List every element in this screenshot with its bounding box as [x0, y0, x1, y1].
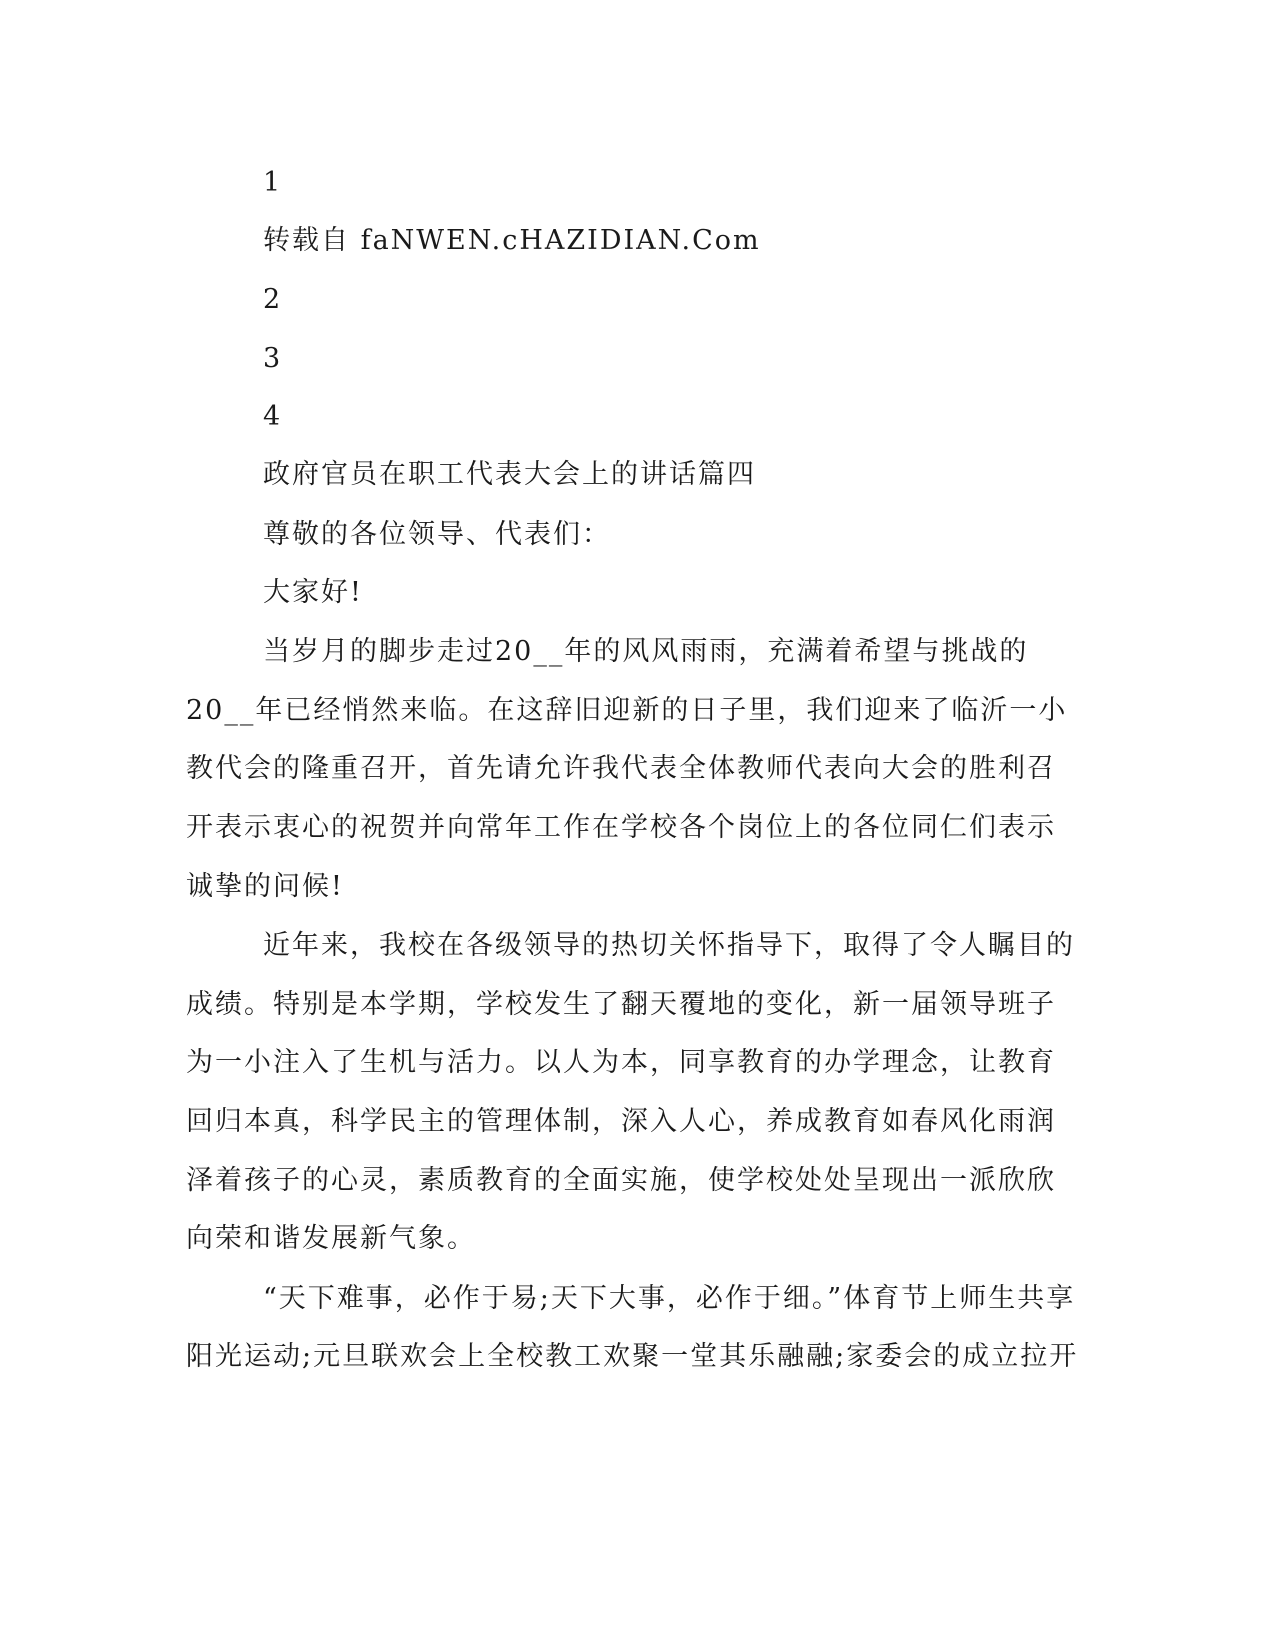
paragraph-2-line-6: 向荣和谐发展新气象。: [186, 1223, 476, 1254]
paragraph-1-line-1: 当岁月的脚步走过20__年的风风雨雨，充满着希望与挑战的: [263, 636, 1029, 667]
paragraph-3-line-1: “天下难事，必作于易;天下大事，必作于细。”体育节上师生共享: [263, 1283, 1076, 1314]
list-number-1: 1: [263, 167, 283, 198]
paragraph-2-line-1: 近年来，我校在各级领导的热切关怀指导下，取得了令人瞩目的: [263, 930, 1075, 961]
list-number-4: 4: [263, 401, 283, 432]
paragraph-2-line-5: 泽着孩子的心灵，素质教育的全面实施，使学校处处呈现出一派欣欣: [186, 1165, 1056, 1196]
list-number-2: 2: [263, 284, 283, 315]
paragraph-1-line-5: 诚挚的问候!: [186, 871, 344, 902]
paragraph-1-line-3: 教代会的隆重召开，首先请允许我代表全体教师代表向大会的胜利召: [186, 753, 1056, 784]
salutation: 尊敬的各位领导、代表们：: [263, 519, 611, 550]
section-title: 政府官员在职工代表大会上的讲话篇四: [263, 459, 756, 490]
paragraph-1-line-4: 开表示衷心的祝贺并向常年工作在学校各个岗位上的各位同仁们表示: [186, 812, 1056, 843]
paragraph-3-line-2: 阳光运动;元旦联欢会上全校教工欢聚一堂其乐融融;家委会的成立拉开: [186, 1341, 1079, 1372]
source-note: 转载自 faNWEN.cHAZIDIAN.Com: [263, 225, 761, 256]
list-number-3: 3: [263, 343, 283, 374]
paragraph-2-line-4: 回归本真，科学民主的管理体制，深入人心，养成教育如春风化雨润: [186, 1106, 1056, 1137]
paragraph-1-line-2: 20__年已经悄然来临。在这辞旧迎新的日子里，我们迎来了临沂一小: [186, 695, 1068, 726]
greeting: 大家好!: [263, 577, 363, 608]
paragraph-2-line-2: 成绩。特别是本学期，学校发生了翻天覆地的变化，新一届领导班子: [186, 989, 1056, 1020]
paragraph-2-line-3: 为一小注入了生机与活力。以人为本，同享教育的办学理念，让教育: [186, 1047, 1056, 1078]
